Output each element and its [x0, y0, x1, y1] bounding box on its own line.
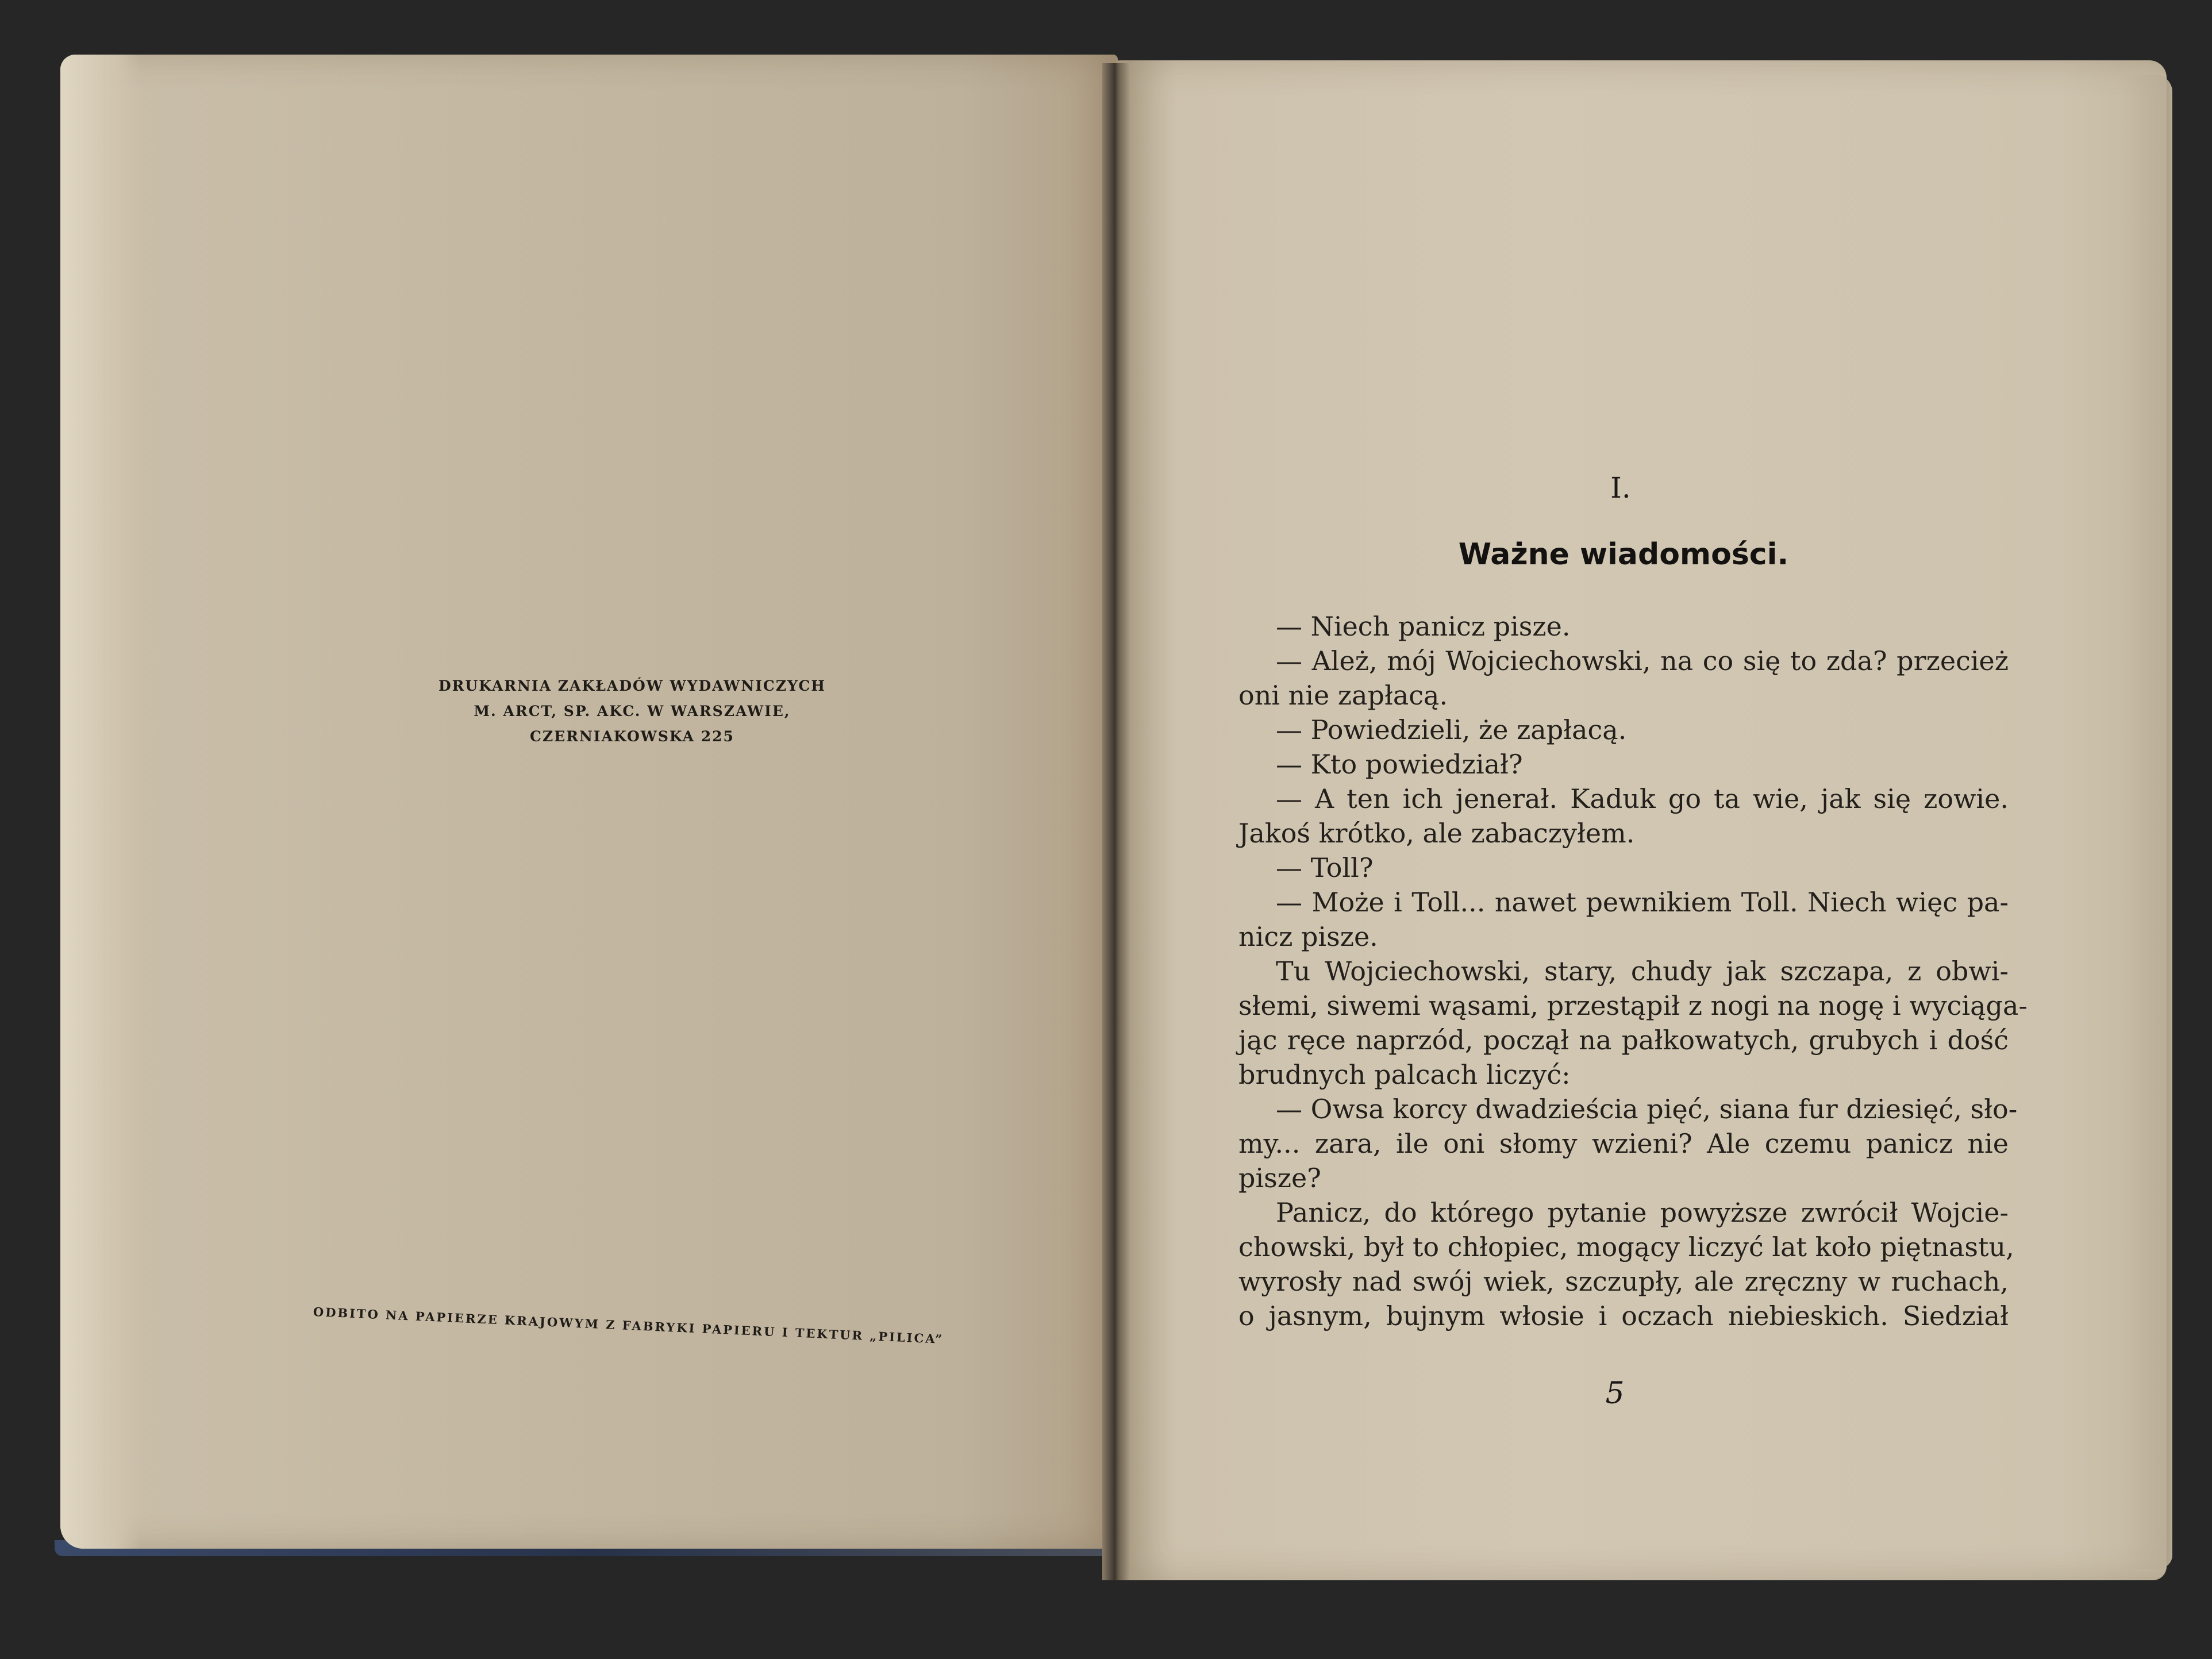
text-line: — Może i Toll... nawet pewnikiem Toll. Niech więc pa- — [1276, 887, 2009, 918]
text-line: pisze? — [1238, 1163, 1321, 1194]
chapter-number: I. — [1610, 471, 1631, 505]
text-line: — Niech panicz pisze. — [1276, 611, 1571, 642]
text-line: — Kto powiedział? — [1276, 749, 1523, 780]
imprint-line: CZERNIAKOWSKA 225 — [530, 728, 734, 745]
text-line: brudnych palcach liczyć: — [1238, 1059, 1571, 1090]
text-line: oni nie zapłacą. — [1238, 680, 1448, 711]
imprint-line: M. ARCT, SP. AKC. W WARSZAWIE, — [474, 703, 791, 719]
chapter-title: Ważne wiadomości. — [1458, 537, 1789, 572]
right-page-edge — [2121, 75, 2172, 1569]
text-line: o jasnym, bujnym włosie i oczach niebieskich. Siedział — [1238, 1300, 2009, 1331]
paper-note: ODBITO NA PAPIERZE KRAJOWYM Z FABRYKI PAPIERU I TEKTUR „PILICA” — [313, 1304, 944, 1346]
text-line: jąc ręce naprzód, począł na pałkowatych, grubych i dość — [1238, 1025, 2009, 1056]
chapter-body — [1238, 609, 2028, 1333]
imprint-line: DRUKARNIA ZAKŁADÓW WYDAWNICZYCH — [438, 678, 826, 694]
text-line: Jakoś krótko, ale zabaczyłem. — [1238, 818, 1635, 849]
text-line: chowski, był to chłopiec, mogący liczyć lat koło piętnastu, — [1238, 1231, 2014, 1262]
text-line: — Ależ, mój Wojciechowski, na co się to zda? przecież — [1276, 645, 2009, 676]
text-line: wyrosły nad swój wiek, szczupły, ale zręczny w ruchach, — [1238, 1266, 2009, 1297]
text-line: — A ten ich jenerał. Kaduk go ta wie, jak się zowie. — [1276, 783, 2009, 814]
text-line: Tu Wojciechowski, stary, chudy jak szczapa, z obwi- — [1276, 956, 2009, 987]
text-line: — Toll? — [1276, 852, 1374, 883]
text-line: słemi, siwemi wąsami, przestąpił z nogi na nogę i wyciąga- — [1238, 990, 2028, 1021]
text-line: — Owsa korcy dwadzieścia pięć, siana fur dziesięć, sło- — [1276, 1094, 2018, 1125]
text-line: my... zara, ile oni słomy wzieni? Ale czemu panicz nie — [1238, 1128, 2009, 1159]
text-line: Panicz, do którego pytanie powyższe zwrócił Wojcie- — [1276, 1197, 2009, 1228]
page-number: 5 — [1605, 1376, 1625, 1411]
left-page-edge — [60, 55, 141, 1549]
book-gutter — [1102, 63, 1130, 1580]
printer-imprint — [345, 673, 920, 749]
text-line: — Powiedzieli, że zapłacą. — [1276, 714, 1627, 745]
text-line: nicz pisze. — [1238, 921, 1378, 952]
